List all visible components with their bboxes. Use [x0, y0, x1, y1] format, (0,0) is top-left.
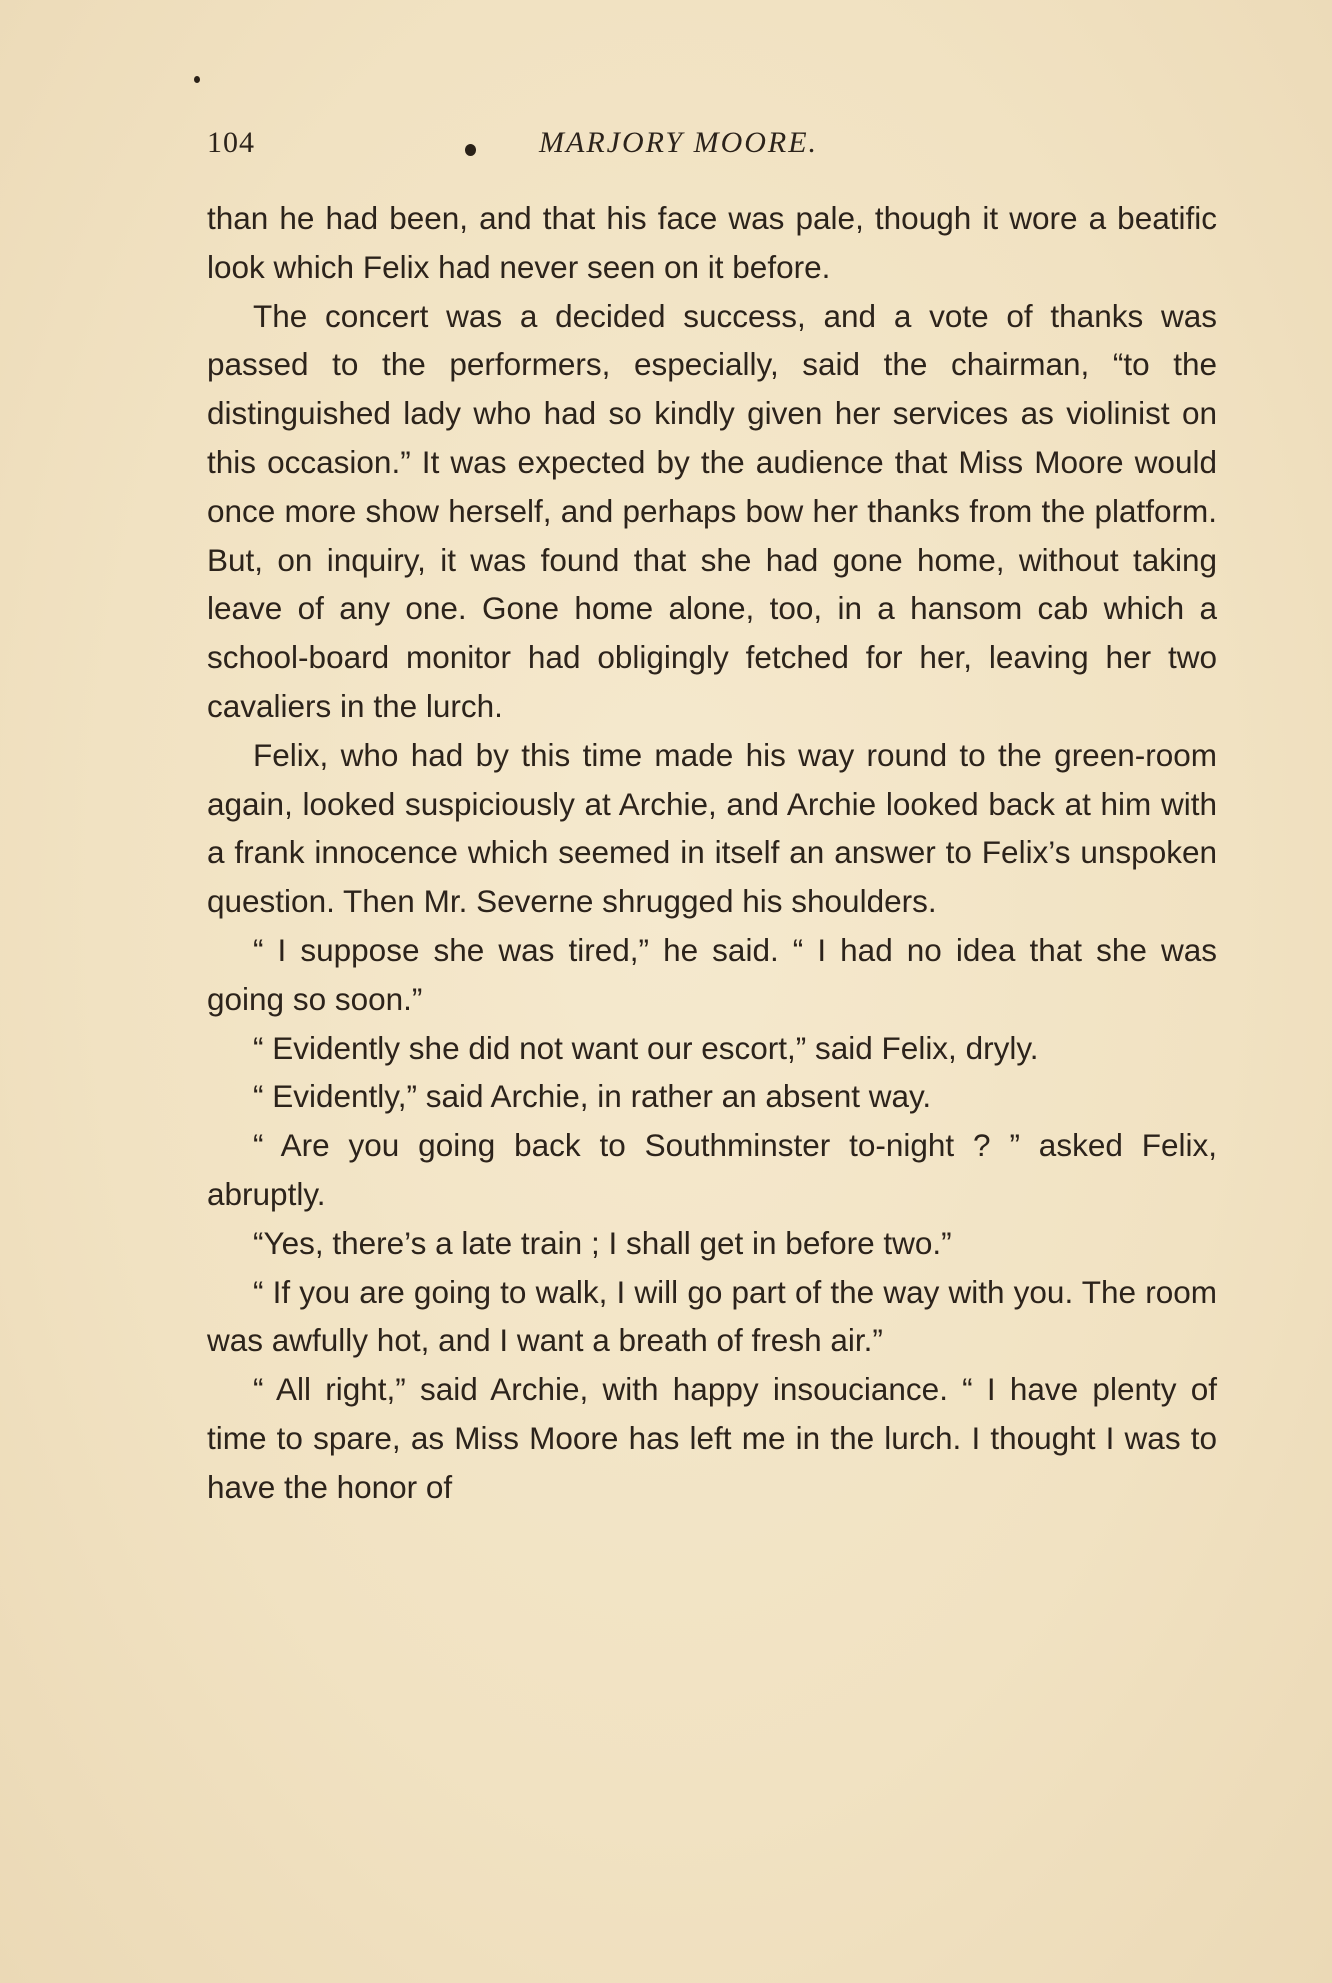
- body-text: [207, 194, 1217, 1512]
- paragraph: “ I suppose she was tired,” he said. “ I had no idea that she was going so soon.”: [207, 931, 1217, 1017]
- paragraph: The concert was a decided success, and a vote of thanks was passed to the performers, especially, said the chairman, “to the distinguished lady who had so kindly given her services as violinist on this occasion.” It was expected by the audience that Miss Moore would once more show herself, and perhaps bow her thanks from the platform. But, on inquiry, it was found that she had gone home, without taking leave of any one. Gone home alone, too, in a hansom cab which a school-board monitor had obligingly fetched for her, leaving her two cavaliers in the lurch.: [207, 297, 1217, 724]
- paragraph: “ All right,” said Archie, with happy insouciance. “ I have plenty of time to spare, as Miss Moore has left me in the lurch. I thought I was to have the honor of: [207, 1371, 1217, 1505]
- paragraph: “ Are you going back to Southminster to-night ? ” asked Felix, abruptly.: [207, 1127, 1217, 1212]
- ink-speck: [194, 76, 200, 83]
- paragraph: “ If you are going to walk, I will go part of the way with you. The room was awfully hot, and I want a breath of fresh air.”: [207, 1273, 1217, 1359]
- paragraph: than he had been, and that his face was pale, though it wore a beatific look which Felix had never seen on it before.: [207, 200, 1217, 285]
- paragraph: Felix, who had by this time made his way round to the green-room again, looked suspiciously at Archie, and Archie looked back at him with a frank innocence which seemed in itself an answer to Felix’s unspoken question. Then Mr. Severne shrugged his shoulders.: [207, 736, 1217, 920]
- page-header: [207, 126, 1217, 166]
- running-title: MARJORY MOORE.: [539, 126, 819, 159]
- paragraph: “Yes, there’s a late train ; I shall get in before two.”: [253, 1224, 952, 1261]
- page-number: 104: [207, 126, 255, 159]
- paragraph: “ Evidently,” said Archie, in rather an absent way.: [253, 1078, 932, 1115]
- paragraph: “ Evidently she did not want our escort,” said Felix, dryly.: [253, 1029, 1039, 1066]
